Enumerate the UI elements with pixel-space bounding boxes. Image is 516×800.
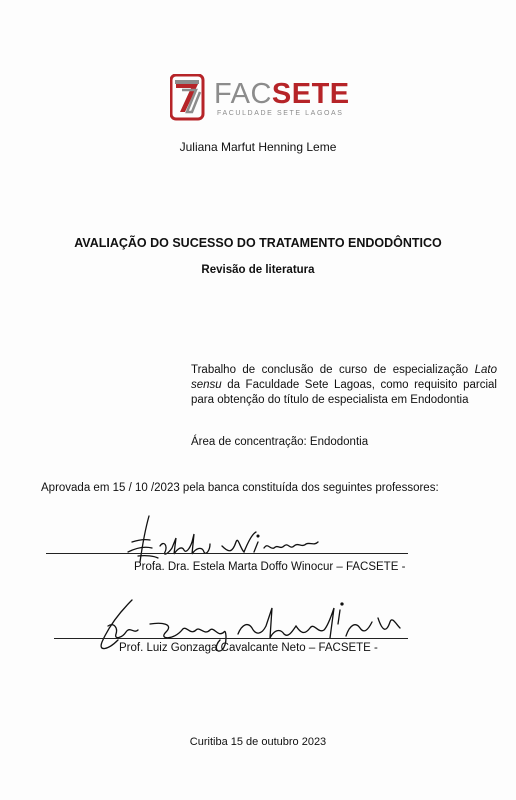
signature-line xyxy=(54,638,408,639)
thesis-title: AVALIAÇÃO DO SUCESSO DO TRATAMENTO ENDODÔNTICO xyxy=(74,236,442,250)
place-and-date: Curitiba 15 de outubro 2023 xyxy=(189,736,327,748)
signature-line xyxy=(46,553,408,554)
logo-wordmark: FACSETE xyxy=(214,78,350,110)
logo-tagline: FACULDADE SETE LAGOAS xyxy=(217,110,344,117)
thesis-subtitle: Revisão de literatura xyxy=(201,264,315,276)
signature-winocur xyxy=(118,512,328,568)
facsete-logo-mark-icon xyxy=(170,74,210,124)
author-name: Juliana Marfut Henning Leme xyxy=(179,140,337,154)
examiner-name: Prof. Luiz Gonzaga Cavalcante Neto – FACSETE - xyxy=(119,642,378,654)
approval-statement: Aprovada em 15 / 10 /2023 pela banca constituída dos seguintes professores: xyxy=(41,482,439,494)
purpose-statement: Trabalho de conclusão de curso de especialização Lato sensu da Faculdade Sete Lagoas, como requisito parcial para obtenção do título de especialista em Endodontia xyxy=(191,364,497,406)
examiner-name: Profa. Dra. Estela Marta Doffo Winocur – FACSETE - xyxy=(134,561,406,573)
facsete-logo xyxy=(170,74,350,124)
concentration-area: Área de concentração: Endodontia xyxy=(191,436,369,448)
